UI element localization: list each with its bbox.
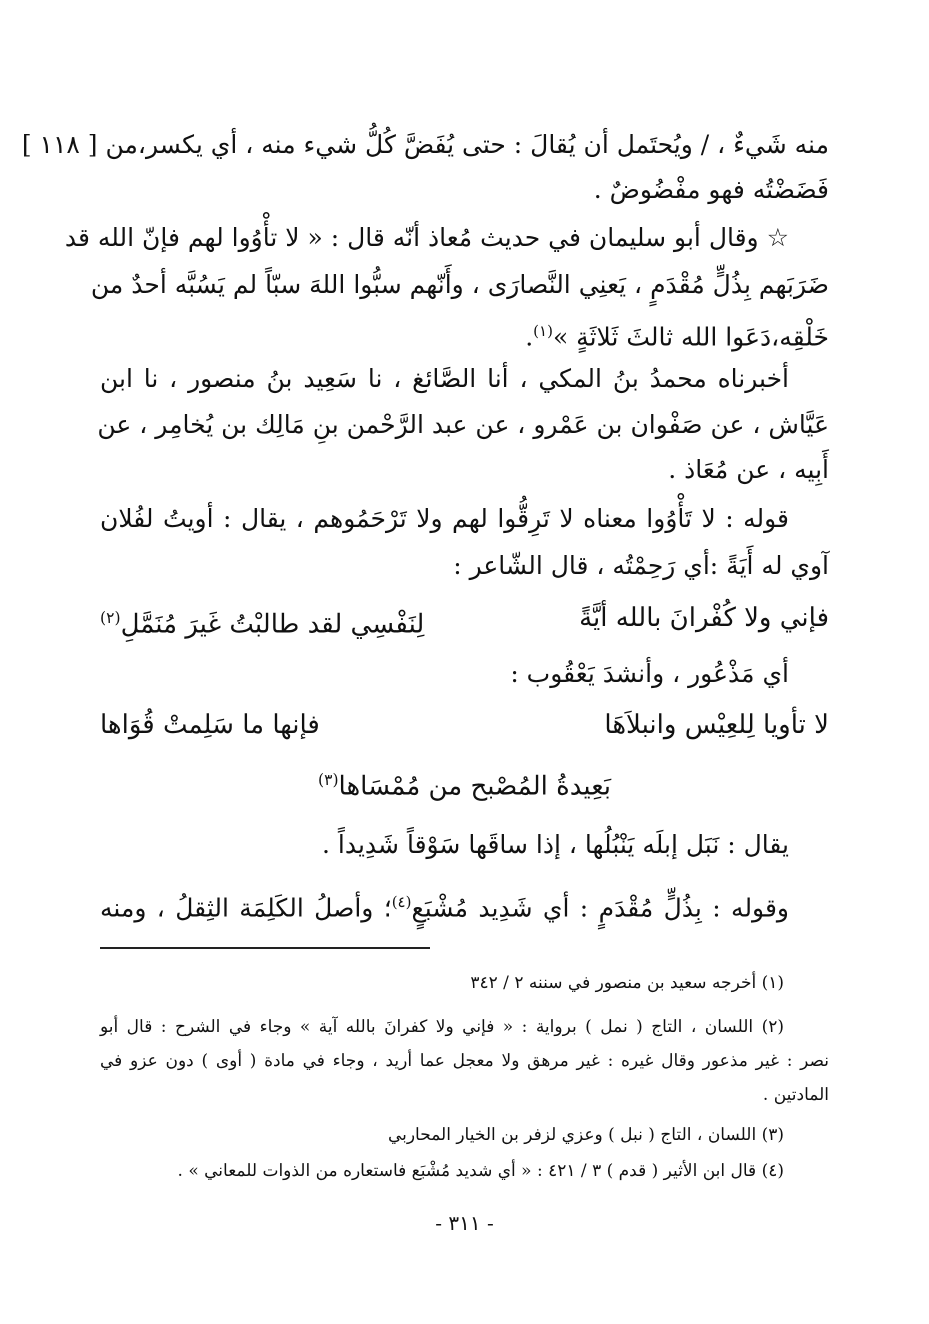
text-line [100, 311, 829, 357]
text-line: فَضَضْتُه فهو مفْضُوضٌ . [593, 175, 829, 204]
verse-hemistich-right: لا تأويا لِلعِيْس وانبلاَهَا [604, 710, 829, 740]
footnote: (١) أخرجه سعيد بن منصور في سننه ٢ / ٣٤٢ [470, 973, 784, 993]
footnote-ref: (١) [533, 322, 553, 340]
text-segment: وقوله : بِذُلٍّ مُقْدَمٍ : أي شَدِيد مُشْبَعٍ [411, 893, 789, 923]
text-line: قوله : لا تَأْوُوا معناه لا تَرِقُّوا لهم ولا تَرْحَمُوهم ، يقال : أويتُ لفُلان [100, 504, 789, 533]
footnote-ref: (٢) [100, 609, 121, 627]
verse-hemistich-left [100, 598, 424, 645]
footnote: (٣) اللسان ، التاج ( نبل ) وعزي لزفر بن الخيار المحاربي [387, 1125, 784, 1145]
text-line: ☆ وقال أبو سليمان في حديث مُعاذ أنّه قال : « لا تأْوُوا لهم فإنّ الله قد [64, 223, 789, 252]
verse-hemistich-left: فإنها ما سَلِمتْ قُوَاها [100, 710, 320, 740]
text-line: أَبِيه ، عن مُعَاذ . [668, 455, 829, 484]
text-segment: . [525, 322, 534, 352]
text-segment: لِنَفْسِي لقد طالبْتُ غَيرَ مُنَمَّلِ [120, 609, 425, 640]
footnote-ref: (٣) [317, 771, 339, 789]
text-segment: خَلْقِه،دَعَوا الله ثالثَ ثَلاثَةٍ » [552, 322, 829, 352]
text-line: أي مَذْعُور ، وأنشدَ يَعْقُوب : [510, 659, 789, 688]
text-line: منه شَيءٌ ، / ويُحتَمل أن يُقالَ : حتى يُفَضَّ كُلُّ شيء منه ، أي يكسر،من [ ١١٨ ] [21, 130, 829, 159]
text-line: ضَرَبَهم بِذُلٍّ مُقْدَمٍ ، يَعنِي النَّصارَى ، وأَنّهم سبُّوا اللهَ سبّاً لم يَسُبَّه أحدٌ من [90, 270, 829, 299]
footnote: المادتين . [762, 1085, 829, 1105]
text-line: أخبرناه محمدُ بنُ المكي ، أنا الصَّائغ ، نا سَعِيد بنُ منصور ، نا ابن [100, 364, 789, 393]
footnote: نصر : غير مذعور وقال غيره : غير مرهق ولا معجل عما أريد ، وجاء في مادة ( أوى ) دون عزو في [100, 1051, 829, 1071]
text-segment: ؛ وأصلُ الكَلِمَة الثِقلُ ، ومنه [100, 893, 392, 923]
text-line: آوي له أَيَةً :أي رَحِمْتُه ، قال الشّاعر : [453, 551, 829, 580]
footnote: (٢) اللسان ، التاج ( نمل ) برواية : « فإني ولا كفرانَ بالله آية » وجاء في الشرح : قال أبو [100, 1017, 784, 1037]
text-line: عَيَّاش ، عن صَفْوان بن عَمْرو ، عن عبد الرَّحْمن بنِ مَالِك بن يُخامِر ، عن [97, 410, 829, 439]
page-number: - ٣١١ - [435, 1211, 494, 1235]
text-segment: بَعِيدةُ المُصْبح من مُمْسَاها [338, 771, 612, 802]
footnote: (٤) قال ابن الأثير ( قدم ) ٣ / ٤٢١ : « أي شديد مُشْبَع فاستعاره من الذوات للمعاني » . [177, 1161, 784, 1181]
verse-line-centered [0, 760, 929, 807]
verse-hemistich-right: فإني ولا كُفْرانَ بالله أيَّةً [579, 603, 829, 633]
footnote-separator [100, 947, 430, 949]
footnote-ref: (٤) [391, 893, 412, 911]
text-line [100, 882, 789, 928]
text-line: يقال : نَبَل إبلَه يَنْبُلُها ، إذا ساقَها سَوْقاً شَدِيداً . [322, 830, 789, 859]
